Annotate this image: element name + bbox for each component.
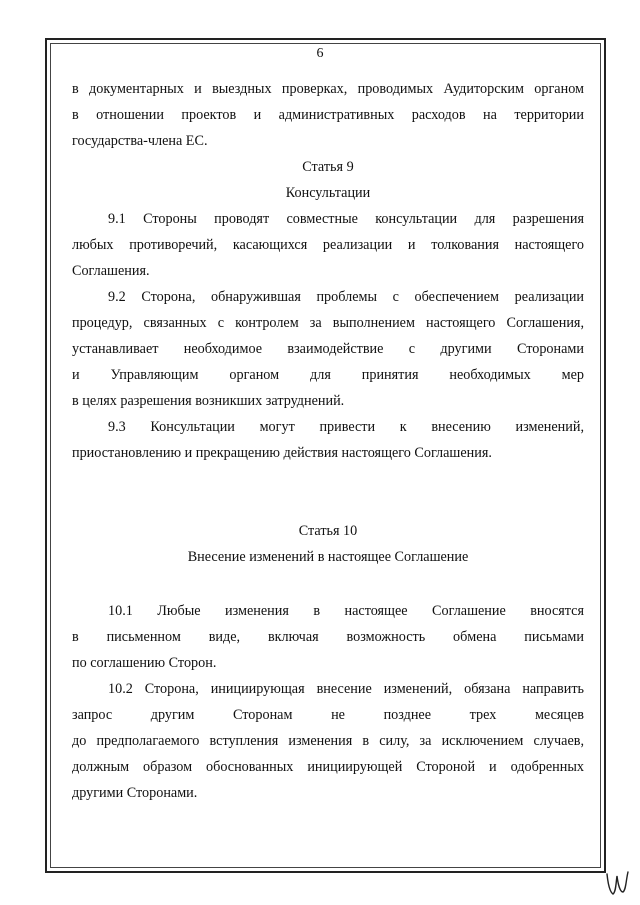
- text-line: 10.1 Любые изменения в настоящее Соглашение вносятся: [108, 603, 584, 619]
- article-10-heading: Внесение изменений в настоящее Соглашение: [187, 549, 469, 565]
- spacer: [72, 570, 584, 598]
- text-line: и Управляющим органом для принятия необходимых мер: [72, 367, 584, 383]
- text-line: 9.2 Сторона, обнаружившая проблемы с обеспечением реализации: [108, 289, 584, 305]
- text-line: 10.2 Сторона, инициирующая внесение изменений, обязана направить: [108, 681, 584, 697]
- text-line: в документарных и выездных проверках, проводимых Аудиторским органом: [72, 81, 584, 97]
- spacer: [72, 466, 584, 518]
- text-line: 9.1 Стороны проводят совместные консультации для разрешения: [108, 211, 584, 227]
- text-line: приостановлению и прекращению действия настоящего Соглашения.: [72, 445, 492, 461]
- text-line: Соглашения.: [72, 263, 150, 279]
- text-line: любых противоречий, касающихся реализации и толкования настоящего: [72, 237, 584, 253]
- paragraph-continuation: [72, 76, 584, 154]
- handwritten-initials: [604, 862, 634, 902]
- text-line: в целях разрешения возникших затруднений.: [72, 393, 345, 409]
- paragraph-10-1: [72, 598, 584, 676]
- paragraph-10-2: [72, 676, 584, 806]
- article-9-heading: Консультации: [285, 185, 371, 201]
- text-line: запрос другим Сторонам не позднее трех месяцев: [72, 707, 584, 723]
- text-line: должным образом обоснованных инициирующей Стороной и одобренных: [72, 759, 584, 775]
- text-line: устанавливает необходимое взаимодействие с другими Сторонами: [72, 341, 584, 357]
- text-line: государства-члена ЕС.: [72, 133, 208, 149]
- article-10-title: Статья 10: [298, 523, 358, 539]
- text-line: в отношении проектов и административных расходов на территории: [72, 107, 584, 123]
- text-line: до предполагаемого вступления изменения в силу, за исключением случаев,: [72, 733, 584, 749]
- text-line: процедур, связанных с контролем за выполнением настоящего Соглашения,: [72, 315, 584, 331]
- text-line: по соглашению Сторон.: [72, 655, 217, 671]
- paragraph-9-1: [72, 206, 584, 284]
- paragraph-9-2: [72, 284, 584, 414]
- page-number: 6: [316, 46, 324, 61]
- text-line: другими Сторонами.: [72, 785, 198, 801]
- document-body: [72, 76, 584, 806]
- paragraph-9-3: [72, 414, 584, 466]
- text-line: в письменном виде, включая возможность обмена письмами: [72, 629, 584, 645]
- article-9-title: Статья 9: [302, 159, 354, 175]
- text-line: 9.3 Консультации могут привести к внесению изменений,: [108, 419, 584, 435]
